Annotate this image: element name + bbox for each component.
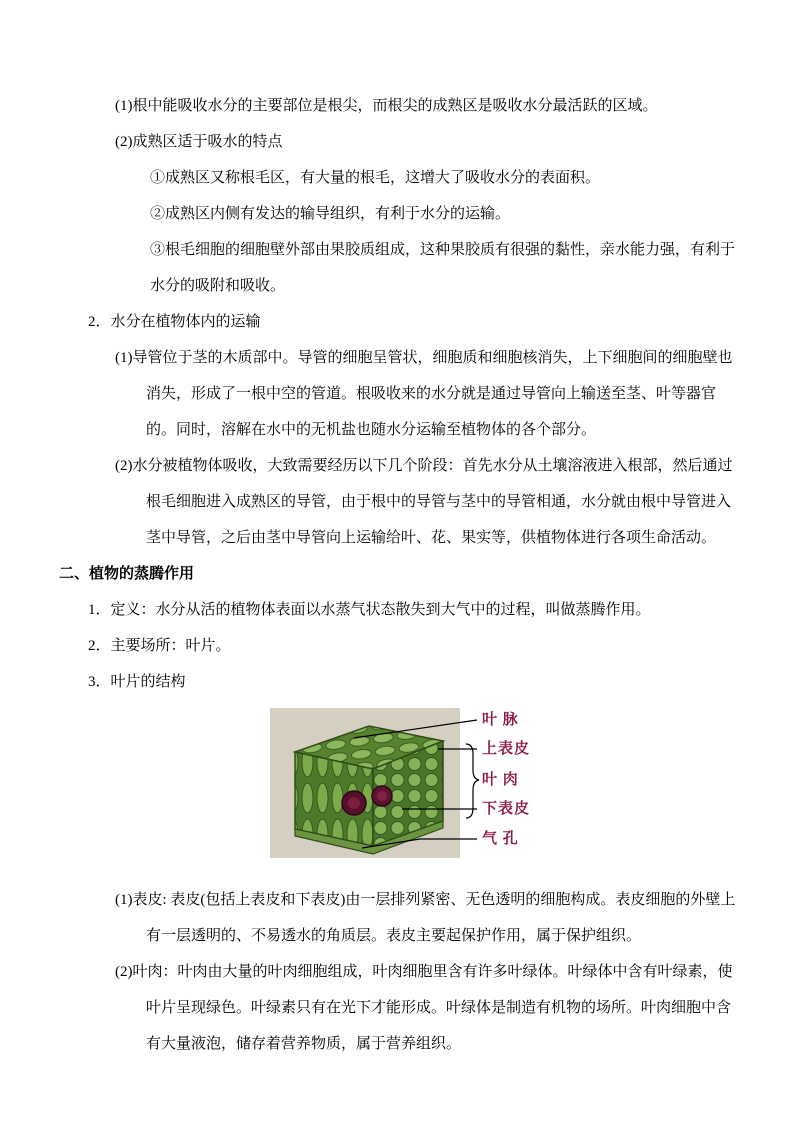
para-absorption-stages: (2)水分被植物体吸收，大致需要经历以下几个阶段：首先水分从土壤溶液进入根部，然后通过根毛细胞进入成熟区的导管，由于根中的导管与茎中的导管相通，水分就由根中导管进入茎中导管，之后由茎中导管向上运输给叶、花、果实等，供植物体进行各项生命活动。 bbox=[115, 458, 733, 546]
para-mature-zone-feature-3: ③根毛细胞的细胞壁外部由果胶质组成，这种果胶质有很强的黏性，亲水能力强，有利于水分的吸附和吸收。 bbox=[150, 242, 736, 294]
figure-label-lower-epidermis: 下表皮 bbox=[482, 801, 531, 817]
para-epidermis: (1)表皮: 表皮(包括上表皮和下表皮)由一层排列紧密、无色透明的细胞构成。表皮细胞的外壁上有一层透明的、不易透水的角质层。表皮主要起保护作用，属于保护组织。 bbox=[115, 892, 736, 944]
figure-label-stoma: 气 孔 bbox=[482, 831, 519, 847]
heading-water-transport: 2．水分在植物体内的运输 bbox=[88, 314, 261, 330]
para-root-absorption: (1)根中能吸收水分的主要部位是根尖，而根尖的成熟区是吸收水分最活跃的区域。 bbox=[115, 98, 658, 114]
mesophyll-brace bbox=[466, 744, 479, 818]
para-mature-zone-feature-2: ②成熟区内侧有发达的输导组织，有利于水分的运输。 bbox=[150, 206, 511, 222]
para-mature-zone-title: (2)成熟区适于吸水的特点 bbox=[115, 134, 283, 150]
para-leaf-structure-title: 3．叶片的结构 bbox=[88, 674, 186, 690]
figure-label-upper-epidermis: 上表皮 bbox=[482, 741, 531, 757]
heading-transpiration: 二、植物的蒸腾作用 bbox=[59, 566, 195, 582]
figure-label-mesophyll: 叶 肉 bbox=[482, 772, 519, 788]
figure-label-vein: 叶 脉 bbox=[482, 712, 519, 728]
leaf-structure-image bbox=[270, 708, 580, 858]
para-vessels: (1)导管位于茎的木质部中。导管的细胞呈管状，细胞质和细胞核消失，上下细胞间的细胞壁也消失，形成了一根中空的管道。根吸收来的水分就是通过导管向上输送至茎、叶等器官的。同时，溶解在水中的无机盐也随水分运输至植物体的各个部分。 bbox=[115, 350, 733, 438]
para-transpiration-definition: 1．定义：水分从活的植物体表面以水蒸气状态散失到大气中的过程，叫做蒸腾作用。 bbox=[88, 602, 651, 618]
leaf-block bbox=[295, 726, 443, 854]
para-mesophyll: (2)叶肉：叶肉由大量的叶肉细胞组成，叶肉细胞里含有许多叶绿体。叶绿体中含有叶绿素，使叶片呈现绿色。叶绿素只有在光下才能形成。叶绿体是制造有机物的场所。叶肉细胞中含有大量液泡，储存着营养物质，属于营养组织。 bbox=[115, 964, 733, 1052]
leaf-cross-section-figure bbox=[270, 708, 580, 858]
para-transpiration-location: 2．主要场所：叶片。 bbox=[88, 638, 231, 654]
para-mature-zone-feature-1: ①成熟区又称根毛区，有大量的根毛，这增大了吸收水分的表面积。 bbox=[150, 170, 601, 186]
